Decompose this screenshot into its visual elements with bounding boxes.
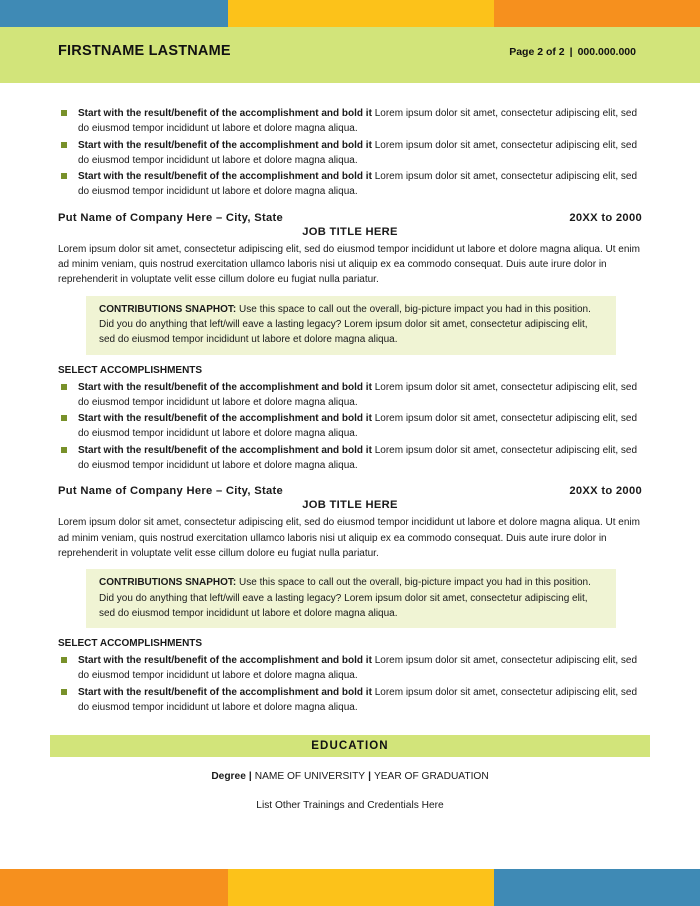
top-color-bar — [0, 0, 700, 27]
accomplishment-text: Lorem ipsum dolor sit amet, consectetur adipiscing elit, sed do eiusmod tempor incididunt ut labore et dolore magna aliqua. — [78, 108, 638, 135]
accomplishment-text: Lorem ipsum dolor sit amet, consectetur adipiscing elit, sed do eiusmod tempor incididunt ut labore et dolore magna aliqua. — [78, 686, 638, 714]
top-bar-blue-segment — [0, 0, 228, 27]
accomplishment-lead: Start with the result/benefit of the accomplishment and bold it — [78, 139, 372, 151]
accomplishment-lead: Start with the result/benefit of the accomplishment and bold it — [78, 655, 372, 667]
list-item — [58, 106, 642, 137]
bottom-color-bar — [0, 869, 700, 906]
job-title: JOB TITLE HERE — [302, 225, 398, 238]
bullet-square-icon — [61, 142, 67, 148]
bullet-square-icon — [61, 689, 67, 695]
candidate-name: FIRSTNAME LASTNAME — [58, 43, 231, 59]
degree: Degree — [211, 771, 246, 782]
resume-body — [58, 106, 642, 716]
bullet-square-icon — [61, 415, 67, 421]
job-entry — [58, 212, 642, 474]
list-item — [58, 411, 642, 442]
snapshot-text: Use this space to call out the overall, big-picture impact you had in this position. Did you do anything that left/will eave a lasting legacy? Lorem ipsum dolor sit amet, consectetur adipiscing elit, sed do eiusmod tempor incididunt ut labore et dolore magna aliqua. — [99, 303, 591, 346]
job-header — [58, 485, 642, 497]
top-bar-orange-segment — [494, 0, 700, 27]
continued-accomplishments — [58, 106, 642, 200]
accomplishment-text: Lorem ipsum dolor sit amet, consectetur adipiscing elit, sed do eiusmod tempor incididunt ut labore et dolore magna aliqua. — [78, 655, 638, 682]
accomplishment-lead: Start with the result/benefit of the accomplishment and bold it — [78, 171, 372, 183]
accomplishment-text: Lorem ipsum dolor sit amet, consectetur adipiscing elit, sed do eiusmod tempor incididunt ut labore et dolore magna aliqua. — [78, 413, 638, 440]
company-name: Put Name of Company Here – City, State — [58, 485, 284, 498]
education-separator: | — [368, 771, 371, 782]
bullet-square-icon — [61, 657, 67, 663]
snapshot-label: CONTRIBUTIONS SNAPHOT: — [99, 577, 237, 589]
job-description: Lorem ipsum dolor sit amet, consectetur adipiscing elit, sed do eiusmod tempor incididunt ut labore et dolore magna aliqua. Ut enim ad minim veniam, quis nostrud exercitation ullamco laboris nisi ut aliquip ex ea commodo consequat. Duis aute irure dolor in reprehenderit in voluptate velit esse cillum dolore eu fugiat nulla pariatur. — [58, 517, 640, 559]
other-credentials: List Other Trainings and Credentials Here — [256, 800, 444, 811]
job-dates: 20XX to 2000 — [569, 211, 642, 224]
bottom-bar-blue-segment — [494, 869, 700, 906]
job-description: Lorem ipsum dolor sit amet, consectetur adipiscing elit, sed do eiusmod tempor incididunt ut labore et dolore magna aliqua. Ut enim ad minim veniam, quis nostrud exercitation ullamco laboris nisi ut aliquip ex ea commodo consequat. Duis aute irure dolor in reprehenderit in voluptate velit esse cillum dolore eu fugiat nulla pariatur. — [58, 243, 640, 286]
list-item — [58, 685, 642, 716]
accomplishment-lead: Start with the result/benefit of the accomplishment and bold it — [78, 381, 372, 393]
accomplishment-text: Lorem ipsum dolor sit amet, consectetur adipiscing elit, sed do eiusmod tempor incididunt ut labore et dolore magna aliqua. — [78, 171, 638, 198]
list-item — [58, 138, 642, 169]
accomplishment-lead: Start with the result/benefit of the accomplishment and bold it — [78, 108, 372, 119]
bottom-bar-orange-segment — [0, 869, 228, 906]
page-number: Page 2 of 2 — [509, 46, 565, 58]
university-name: NAME OF UNIVERSITY — [254, 771, 366, 782]
job-entry — [58, 485, 642, 715]
graduation-year: YEAR OF GRADUATION — [373, 771, 489, 782]
accomplishment-lead: Start with the result/benefit of the accomplishment and bold it — [78, 444, 372, 456]
job-title: JOB TITLE HERE — [302, 499, 398, 512]
contributions-snapshot — [86, 569, 616, 628]
phone-number: 000.000.000 — [577, 46, 636, 58]
accomplishment-lead: Start with the result/benefit of the accomplishment and bold it — [78, 686, 372, 698]
accomplishments-title: SELECT ACCOMPLISHMENTS — [58, 364, 203, 376]
bullet-square-icon — [61, 384, 67, 390]
accomplishments-title: SELECT ACCOMPLISHMENTS — [58, 638, 203, 650]
education-heading: EDUCATION — [50, 735, 650, 757]
education-separator: | — [248, 771, 252, 782]
job-dates: 20XX to 2000 — [569, 485, 642, 498]
snapshot-label: CONTRIBUTIONS SNAPHOT: — [99, 303, 237, 315]
snapshot-text: Use this space to call out the overall, big-picture impact you had in this position. Did you do anything that left/will eave a lasting legacy? Lorem ipsum dolor sit amet, consectetur adipiscing elit, sed do eiusmod tempor incididunt ut labore et dolore magna aliqua. — [99, 577, 591, 619]
page-info — [509, 46, 636, 58]
company-name: Put Name of Company Here – City, State — [58, 211, 284, 224]
accomplishment-text: Lorem ipsum dolor sit amet, consectetur adipiscing elit, sed do eiusmod tempor incididunt ut labore et dolore magna aliqua. — [78, 381, 638, 408]
contributions-snapshot — [86, 296, 616, 355]
list-item — [58, 443, 642, 474]
job-header — [58, 212, 642, 224]
accomplishment-text: Lorem ipsum dolor sit amet, consectetur adipiscing elit, sed do eiusmod tempor incididunt ut labore et dolore magna aliqua. — [78, 139, 638, 166]
list-item — [58, 380, 642, 411]
top-bar-yellow-segment — [228, 0, 494, 27]
list-item — [58, 653, 642, 684]
education-details — [0, 771, 700, 782]
accomplishments-list — [58, 653, 642, 715]
page-header — [0, 27, 700, 83]
accomplishment-text: Lorem ipsum dolor sit amet, consectetur adipiscing elit, sed do eiusmod tempor incididunt ut labore et dolore magna aliqua. — [78, 444, 638, 472]
accomplishment-lead: Start with the result/benefit of the accomplishment and bold it — [78, 413, 372, 425]
header-separator: | — [569, 46, 573, 58]
accomplishments-list — [58, 380, 642, 474]
bottom-bar-yellow-segment — [228, 869, 494, 906]
bullet-square-icon — [61, 447, 67, 453]
list-item — [58, 169, 642, 200]
bullet-square-icon — [61, 173, 67, 179]
bullet-square-icon — [61, 110, 67, 116]
